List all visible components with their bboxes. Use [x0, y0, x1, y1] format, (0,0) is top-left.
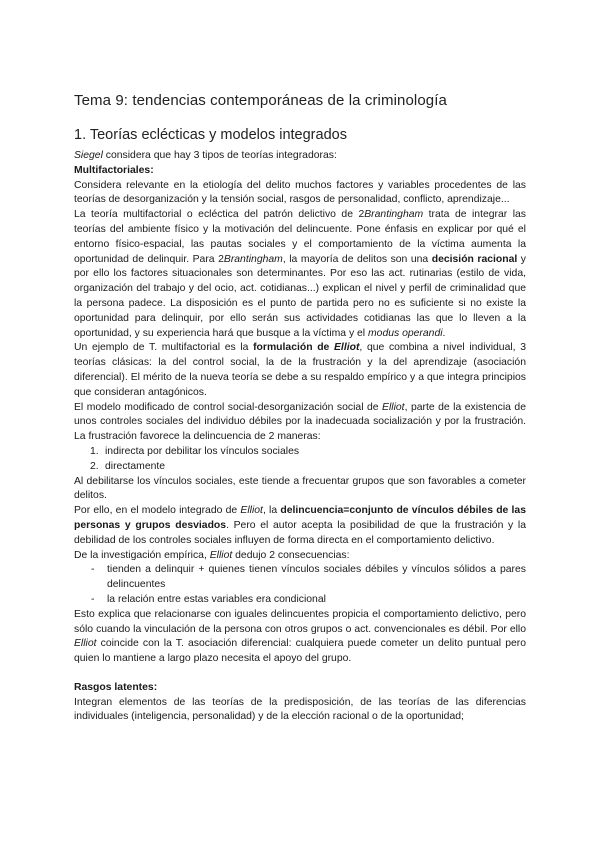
list-item: - tienden a delinquir + quienes tienen vínculos sociales débiles y vínculos sólidos a pares delincuentes — [91, 564, 526, 591]
multifactorial-heading: Multifactoriales: — [74, 164, 154, 176]
intro-paragraph: Siegel considera que hay 3 tipos de teorías integradoras: — [74, 150, 337, 161]
paragraph-2: La teoría multifactorial o ecléctica del patrón delictivo de 2Brantingham trata de integrar las teorías del ambiente físico y la motivación del delincuente. Pone énfasis en explicar por qué el entorno físico-espacial, las pautas sociales y el comportamiento de la víctima aumenta la oportunidad de delinquir. Para 2Brantingham, la mayoría de delitos son una decisión racional y por ello los factores situacionales son determinantes. Por eso las act. rutinarias (estilo de vida, organización del trabajo y del ocio, act. cotidianas...) explican el nivel y perfil de criminalidad que la persona padece. La disposición es el punto de partida pero no es suficiente si no existe la oportunidad para delinquir, por ello serán sus actividades cotidianas las que lo lleven a la oportunidad, y su experiencia hará que busque a la víctima y el modus operandi. — [74, 209, 526, 339]
paragraph-8: Esto explica que relacionarse con iguales delincuentes propicia el comportamiento delictivo, pero sólo cuando la vinculación de la persona con otros grupos o act. convencionales es débil. Por ello Elliot coincide con la T. asociación diferencial: cualquiera puede cometer un delito puntual pero quien lo mantiene a largo plazo necesita el apoyo del grupo. — [74, 608, 526, 665]
paragraph-5: Al debilitarse los vínculos sociales, este tiende a frecuentar grupos que son favorables a cometer delitos. — [74, 475, 526, 502]
paragraph-1: Considera relevante en la etiología del delito muchos factores y variables procedentes de las teorías de desorganización y la tensión social, rasgos de personalidad, conflicto, aprendizaje... — [74, 179, 526, 206]
list-item: 2. directamente — [90, 460, 166, 472]
paragraph-6: Por ello, en el modelo integrado de Elliot, la delincuencia=conjunto de vínculos débiles de las personas y grupos desviados. Pero el autor acepta la posibilidad de que la frustración y la debilidad de los controles sociales influyen de forma directa en el comportamiento delictivo. — [74, 505, 527, 546]
document-title: Tema 9: tendencias contemporáneas de la criminología — [74, 92, 447, 109]
paragraph-4: El modelo modificado de control social-desorganización social de Elliot, parte de la existencia de unos controles sociales del individuo débiles por la inadecuada socialización y por la frustración. La frustración favorece la delincuencia de 2 maneras: — [74, 401, 526, 443]
list-item: 1. indirecta por debilitar los vínculos sociales — [90, 445, 300, 457]
list-item: - la relación entre estas variables era condicional — [91, 593, 326, 605]
section-heading: 1. Teorías eclécticas y modelos integrados — [74, 127, 347, 143]
latent-traits-heading: Rasgos latentes: — [74, 681, 158, 693]
numbered-list — [74, 445, 526, 475]
paragraph-7: De la investigación empírica, Elliot dedujo 2 consecuencias: — [74, 549, 350, 561]
paragraph-3: Un ejemplo de T. multifactorial es la formulación de Elliot, que combina a nivel individual, 3 teorías clásicas: la del control social, la de la frustración y la del aprendizaje (asociación diferencial). El mérito de la nueva teoría se debe a su respaldo empírico y a que integra principios que consideran antagónicos. — [74, 342, 526, 398]
paragraph-9: Integran elementos de las teorías de la predisposición, de las teorías de las diferencias individuales (inteligencia, personalidad) y de la elección racional o de la oportunidad; — [74, 696, 526, 723]
dash-list — [74, 563, 526, 607]
spacer — [74, 667, 526, 681]
